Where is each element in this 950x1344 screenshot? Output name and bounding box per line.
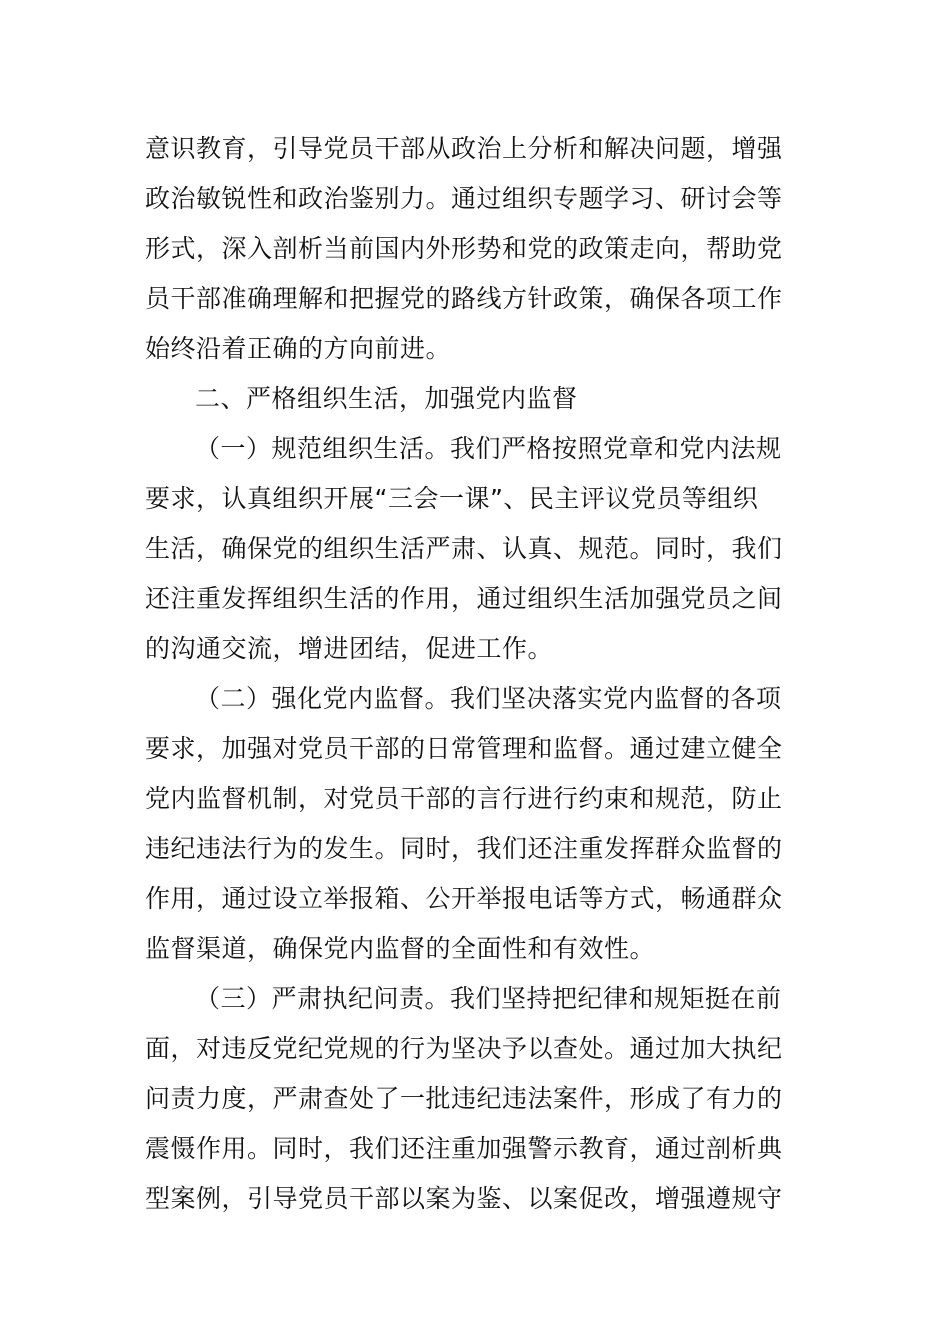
paragraph-first-line: （三）严肃执纪问责。我们坚持把纪律和规矩挺在前 xyxy=(195,984,782,1013)
paragraph-line: 员干部准确理解和把握党的路线方针政策，确保各项工作 xyxy=(145,284,783,313)
paragraph-line: 生活，确保党的组织生活严肃、认真、规范。同时，我们 xyxy=(145,534,783,563)
paragraph-line: 要求，加强对党员干部的日常管理和监督。通过建立健全 xyxy=(145,734,783,763)
paragraph-line: 党内监督机制，对党员干部的言行进行约束和规范，防止 xyxy=(145,784,783,813)
paragraph-line: 型案例，引导党员干部以案为鉴、以案促改，增强遵规守 xyxy=(145,1184,783,1213)
paragraph-line: 的沟通交流，增进团结，促进工作。 xyxy=(145,634,554,663)
section-heading: 二、严格组织生活，加强党内监督 xyxy=(195,384,578,413)
paragraph-line: 要求，认真组织开展“三会一课”、民主评议党员等组织 xyxy=(145,484,759,513)
paragraph-line: 意识教育，引导党员干部从政治上分析和解决问题，增强 xyxy=(145,134,783,163)
paragraph-line: 还注重发挥组织生活的作用，通过组织生活加强党员之间 xyxy=(145,584,783,613)
paragraph-line: 违纪违法行为的发生。同时，我们还注重发挥群众监督的 xyxy=(145,834,783,863)
paragraph-line: 作用，通过设立举报箱、公开举报电话等方式，畅通群众 xyxy=(145,884,783,913)
document-body xyxy=(145,124,785,1224)
paragraph-first-line: （一）规范组织生活。我们严格按照党章和党内法规 xyxy=(195,434,782,463)
paragraph-line: 监督渠道，确保党内监督的全面性和有效性。 xyxy=(145,934,656,963)
paragraph-line: 震慑作用。同时，我们还注重加强警示教育，通过剖析典 xyxy=(145,1134,783,1163)
paragraph-line: 形式，深入剖析当前国内外形势和党的政策走向，帮助党 xyxy=(145,234,783,263)
paragraph-line: 问责力度，严肃查处了一批违纪违法案件，形成了有力的 xyxy=(145,1084,783,1113)
paragraph-first-line: （二）强化党内监督。我们坚决落实党内监督的各项 xyxy=(195,684,782,713)
paragraph-line: 面，对违反党纪党规的行为坚决予以查处。通过加大执纪 xyxy=(145,1034,783,1063)
paragraph-line: 政治敏锐性和政治鉴别力。通过组织专题学习、研讨会等 xyxy=(145,184,783,213)
paragraph-line: 始终沿着正确的方向前进。 xyxy=(145,334,452,363)
